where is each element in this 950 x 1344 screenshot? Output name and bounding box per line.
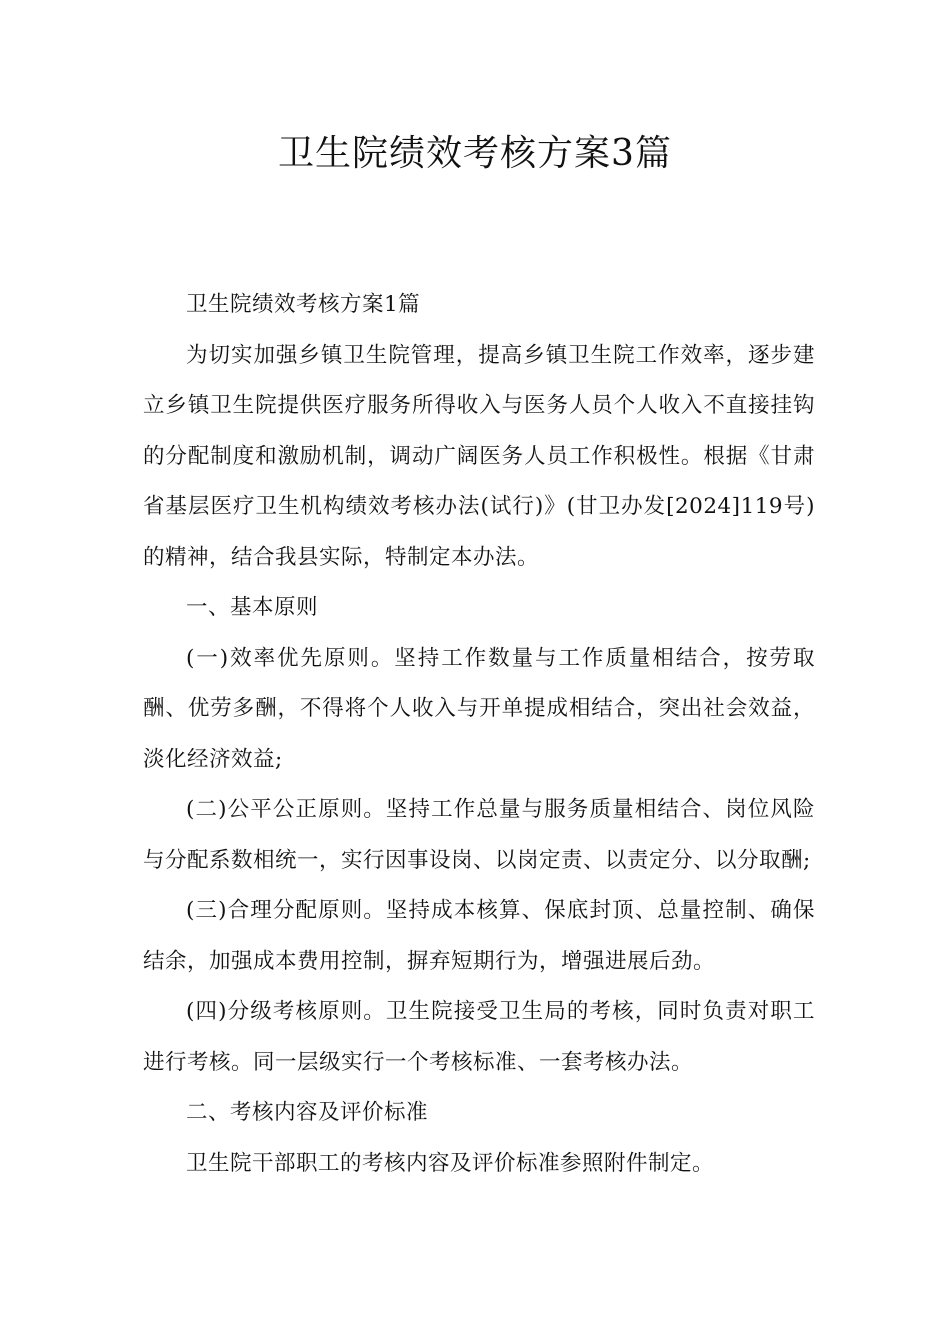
body-paragraph: 卫生院干部职工的考核内容及评价标准参照附件制定。 — [186, 1150, 715, 1176]
document-title: 卫生院绩效考核方案3篇 — [278, 133, 672, 174]
section-heading: 二、考核内容及评价标准 — [186, 1100, 429, 1125]
principle-paragraph: (二)公平公正原则。坚持工作总量与服务质量相结合、岗位风险与分配系数相统一，实行因事设岗、以岗定责、以责定分、以分取酬; — [143, 797, 815, 873]
section-heading: 卫生院绩效考核方案1篇 — [186, 292, 421, 317]
principle-paragraph: (四)分级考核原则。卫生院接受卫生局的考核，同时负责对职工进行考核。同一层级实行一个考核标准、一套考核办法。 — [143, 999, 815, 1075]
section-heading: 一、基本原则 — [186, 595, 319, 620]
document-body — [143, 280, 815, 1189]
principle-paragraph: (一)效率优先原则。坚持工作数量与工作质量相结合，按劳取酬、优劳多酬，不得将个人收入与开单提成相结合，突出社会效益，淡化经济效益; — [143, 645, 815, 772]
intro-paragraph: 为切实加强乡镇卫生院管理，提高乡镇卫生院工作效率，逐步建立乡镇卫生院提供医疗服务所得收入与医务人员个人收入不直接挂钩的分配制度和激励机制，调动广阔医务人员工作积极性。根据《甘肃省基层医疗卫生机构绩效考核办法(试行)》(甘卫办发[2024]119号)的精神，结合我县实际，特制定本办法。 — [143, 342, 815, 570]
principle-paragraph: (三)合理分配原则。坚持成本核算、保底封顶、总量控制、确保结余，加强成本费用控制，摒弃短期行为，增强进展后劲。 — [143, 898, 815, 974]
